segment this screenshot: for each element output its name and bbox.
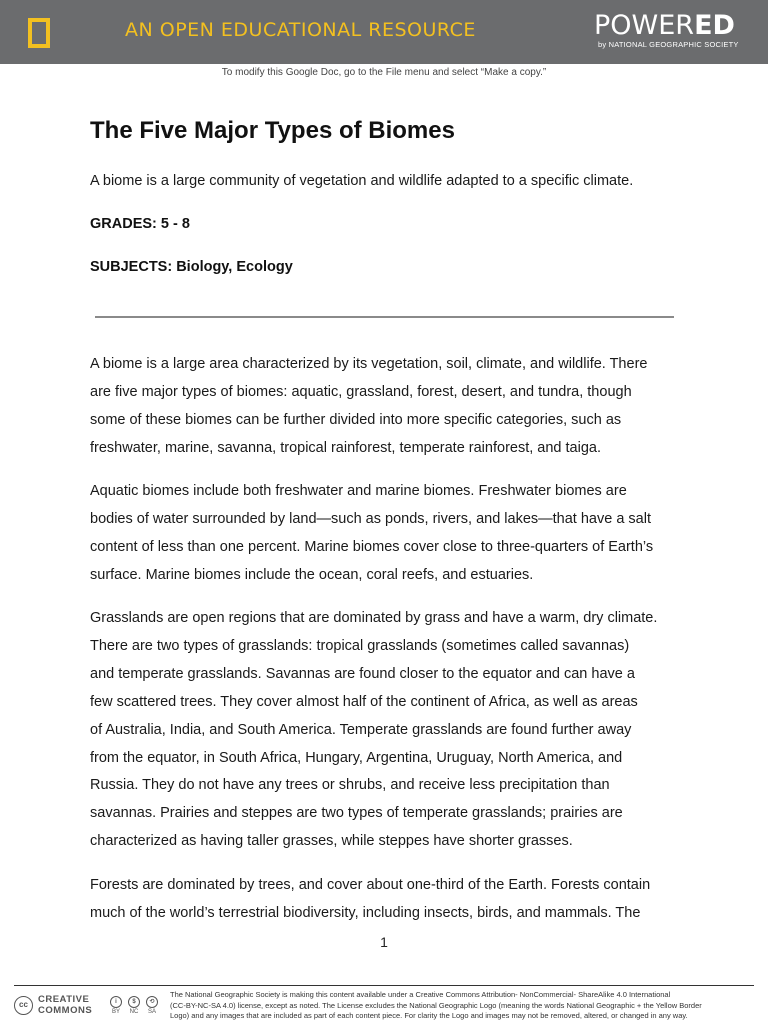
banner-title: AN OPEN EDUCATIONAL RESOURCE	[125, 19, 476, 41]
text-line: Forests are dominated by trees, and cover about one-third of the Earth. Forests contain	[90, 877, 651, 893]
by-icon-label: BY	[111, 1009, 120, 1015]
powered-brand-logo	[594, 12, 744, 49]
text-line: and temperate grasslands. Savannas are found closer to the equator and can have a	[90, 665, 635, 682]
copy-instructions: To modify this Google Doc, go to the File menu and select “Make a copy.”	[221, 67, 547, 78]
page-number: 1	[380, 934, 388, 950]
sa-icon	[145, 996, 159, 1015]
text-line: Grasslands are open regions that are dominated by grass and have a warm, dry climate.	[90, 610, 658, 626]
sa-icon-label: SA	[147, 1009, 156, 1015]
text-line: from the equator, in South Africa, Hungary, Argentina, Uruguay, North America, and	[90, 749, 623, 766]
text-line: content of less than one percent. Marine biomes cover close to three-quarters of Earth’s	[90, 538, 654, 555]
national-geographic-logo-icon	[28, 18, 50, 48]
paragraph-biome-overview	[90, 351, 690, 463]
license-line: The National Geographic Society is making this content available under a Creative Commons Attribution- NonCommercial- ShareAlike 4.0 International	[170, 990, 671, 999]
text-line: surface. Marine biomes include the ocean, coral reefs, and estuaries.	[90, 566, 534, 583]
intro-text: A biome is a large community of vegetation and wildlife adapted to a specific climate.	[90, 173, 634, 189]
text-line: Russia. They do not have any trees or shrubs, and receive less precipitation than	[90, 777, 610, 794]
creative-commons-logo	[14, 994, 164, 1020]
nc-icon	[127, 996, 141, 1015]
license-notice	[170, 990, 760, 1022]
paragraph-forests	[90, 872, 690, 928]
sa-icon-glyph: ⟲	[146, 996, 158, 1008]
paragraph-grasslands	[90, 605, 690, 856]
text-line: much of the world’s terrestrial biodiversity, including insects, birds, and mammals. The	[90, 904, 641, 921]
cc-word-commons: COMMONS	[38, 1005, 93, 1016]
page-title: The Five Major Types of Biomes	[90, 117, 455, 144]
text-line: are five major types of biomes: aquatic, grassland, forest, desert, and tundra, though	[90, 383, 632, 400]
by-icon-glyph: i	[110, 996, 122, 1008]
brand-ed: ED	[694, 10, 735, 41]
grades-label: GRADES: 5 - 8	[90, 216, 190, 232]
brand-byline: by NATIONAL GEOGRAPHIC SOCIETY	[598, 40, 739, 49]
text-line: of Australia, India, and South America. Temperate grasslands are found further away	[90, 721, 632, 738]
section-divider	[95, 316, 674, 318]
footer-divider	[14, 985, 754, 986]
text-line: characterized as having taller grasses, while steppes have shorter grasses.	[90, 833, 573, 850]
cc-word-creative: CREATIVE	[38, 994, 90, 1005]
text-line: freshwater, marine, savanna, tropical rainforest, temperate rainforest, and taiga.	[90, 439, 601, 456]
text-line: some of these biomes can be further divided into more specific categories, such as	[90, 411, 622, 428]
brand-power: POWER	[594, 10, 695, 41]
text-line: bodies of water surrounded by land—such as ponds, rivers, and lakes—that have a salt	[90, 510, 651, 527]
brand-main	[594, 12, 744, 40]
text-line: savannas. Prairies and steppes are two types of temperate grasslands; prairies are	[90, 805, 623, 822]
paragraph-aquatic	[90, 478, 690, 590]
by-icon	[109, 996, 123, 1015]
subjects-label: SUBJECTS: Biology, Ecology	[90, 259, 293, 275]
text-line: There are two types of grasslands: tropical grasslands (sometimes called savannas)	[90, 637, 630, 654]
text-line: A biome is a large area characterized by its vegetation, soil, climate, and wildlife. There	[90, 356, 648, 372]
header-banner	[0, 0, 768, 64]
nc-icon-glyph: $	[128, 996, 140, 1008]
nc-icon-label: NC	[129, 1009, 139, 1015]
license-line: Logo) and any images that are included as part of each content piece. For clarity the Logo and images may not be removed, altered, or changed in any way.	[170, 1011, 688, 1020]
license-line: (CC-BY-NC-SA 4.0) license, except as noted. The License excludes the National Geographic Logo (meaning the words National Geographic + the Yellow Border	[170, 1000, 702, 1010]
text-line: Aquatic biomes include both freshwater and marine biomes. Freshwater biomes are	[90, 483, 627, 499]
text-line: few scattered trees. They cover almost half of the continent of Africa, as well as areas	[90, 693, 638, 710]
cc-icon: cc	[14, 996, 33, 1015]
